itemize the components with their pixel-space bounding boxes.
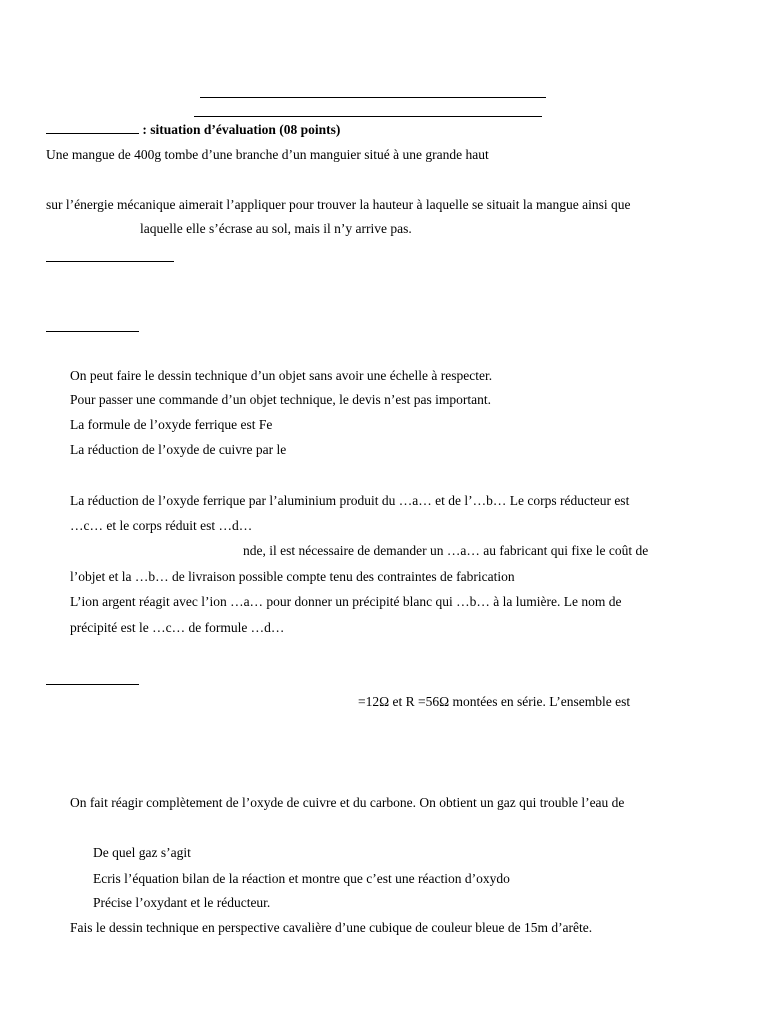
statement-3: La formule de l’oxyde ferrique est Fe	[70, 417, 273, 432]
drawing-task: Fais le dessin technique en perspective cavalière d’une cubique de couleur bleue de 15m d’arête.	[70, 920, 593, 935]
statement-1: On peut faire le dessin technique d’un objet sans avoir une échelle à respecter.	[70, 368, 493, 383]
fill-in-1b: …c… et le corps réduit est …d…	[70, 518, 253, 533]
separator-rule-2	[46, 331, 139, 332]
situation-line-1: Une mangue de 400g tombe d’une branche d’un manguier situé à une grande haut	[46, 147, 489, 162]
title-underline-2	[194, 116, 542, 117]
resistors-line: =12Ω et R =56Ω montées en série. L’ensemble est	[358, 694, 631, 709]
statement-4: La réduction de l’oxyde de cuivre par le	[70, 442, 287, 457]
separator-rule-3	[46, 684, 139, 685]
title-underline-1	[200, 97, 546, 98]
chemistry-question-1: De quel gaz s’agit	[93, 845, 191, 860]
statement-2: Pour passer une commande d’un objet technique, le devis n’est pas important.	[70, 392, 492, 407]
chemistry-question-2: Ecris l’équation bilan de la réaction et montre que c’est une réaction d’oxydo	[93, 871, 510, 886]
heading-blank	[46, 121, 139, 134]
separator-rule-1	[46, 261, 174, 262]
situation-line-2: sur l’énergie mécanique aimerait l’appliquer pour trouver la hauteur à laquelle se situait la mangue ainsi que	[46, 197, 631, 212]
fill-in-3b: précipité est le …c… de formule …d…	[70, 620, 285, 635]
fill-in-3a: L’ion argent réagit avec l’ion …a… pour donner un précipité blanc qui …b… à la lumière. Le nom de	[70, 594, 622, 609]
fill-in-2a: nde, il est nécessaire de demander un …a… au fabricant qui fixe le coût de	[243, 543, 649, 558]
fill-in-1a: La réduction de l’oxyde ferrique par l’aluminium produit du …a… et de l’…b… Le corps réducteur est	[70, 493, 630, 508]
chemistry-intro: On fait réagir complètement de l’oxyde de cuivre et du carbone. On obtient un gaz qui trouble l’eau de	[70, 795, 625, 810]
fill-in-2b: l’objet et la …b… de livraison possible compte tenu des contraintes de fabrication	[70, 569, 515, 584]
situation-line-3: laquelle elle s’écrase au sol, mais il n’y arrive pas.	[140, 221, 412, 236]
chemistry-question-3: Précise l’oxydant et le réducteur.	[93, 895, 271, 910]
section-heading	[46, 121, 340, 138]
heading-text: : situation d’évaluation (08 points)	[139, 122, 341, 137]
